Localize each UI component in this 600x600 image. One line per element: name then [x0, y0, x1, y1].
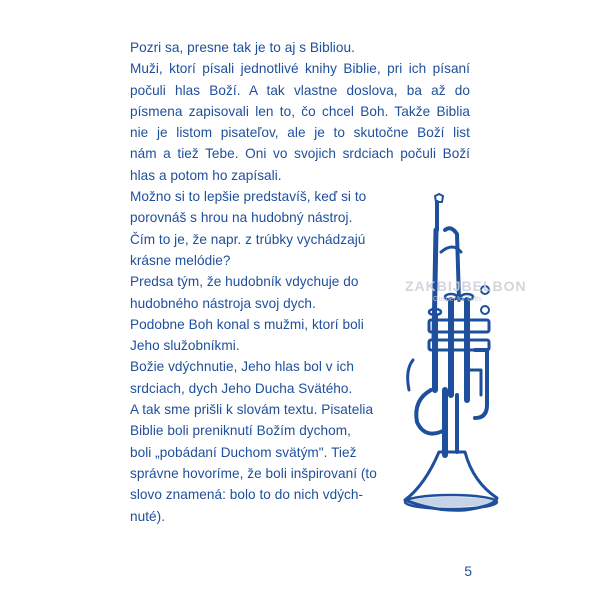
text-line: nám a tiež Tebe. Oni vo svojich srdciach počuli Boží	[130, 146, 470, 162]
text-line: Biblie boli preniknutí Božím dychom,	[130, 423, 351, 439]
text-line: srdciach, dych Jeho Ducha Svätého.	[130, 380, 353, 396]
text-line: slovo znamená: bolo to do nich vdých-	[130, 487, 364, 503]
text-line: A tak sme prišli k slovám textu. Pisatelia	[130, 402, 374, 418]
text-line: Jeho služobníkmi.	[130, 338, 240, 354]
text-line: správne hovoríme, že boli inšpirovaní (to	[130, 465, 377, 481]
text-line: nuté).	[130, 508, 166, 524]
text-line: Muži, ktorí písali jednotlivé knihy Biblie, pri ich písaní	[130, 61, 470, 77]
text-line: počuli hlas Boží. A tak vlastne doslova, ba až do	[130, 82, 470, 98]
text-line: Možno si to lepšie predstavíš, keď si to	[130, 189, 367, 205]
text-line: hlas a potom ho zapísali.	[130, 167, 282, 183]
watermark-logo: ZAKBIJBELBON	[405, 278, 527, 294]
text-line: hudobného nástroja svoj dych.	[130, 295, 316, 311]
text-line: Podobne Boh konal s mužmi, ktorí boli	[130, 316, 364, 332]
text-line: porovnáš s hrou na hudobný nástroj.	[130, 210, 353, 226]
page-number: 5	[464, 563, 472, 579]
text-line: boli „pobádaní Duchom svätým". Tiež	[130, 444, 357, 460]
text-line: nie je listom pisateľov, ale je to skutočne Boží list	[130, 125, 470, 141]
trumpet-icon	[395, 190, 505, 520]
text-line: Pozri sa, presne tak je to aj s Bibliou.	[130, 40, 355, 55]
text-line: Predsa tým, že hudobník vdychuje do	[130, 274, 359, 290]
watermark-tagline: Gospel for Gifts	[433, 296, 482, 303]
text-line: Božie vdýchnutie, Jeho hlas bol v ich	[130, 359, 355, 375]
text-line: písmena zapisovali len to, čo chcel Boh. Takže Biblia	[130, 103, 470, 119]
text-line: krásne melódie?	[130, 252, 231, 268]
text-line: Čím to je, že napr. z trúbky vychádzajú	[130, 231, 366, 247]
